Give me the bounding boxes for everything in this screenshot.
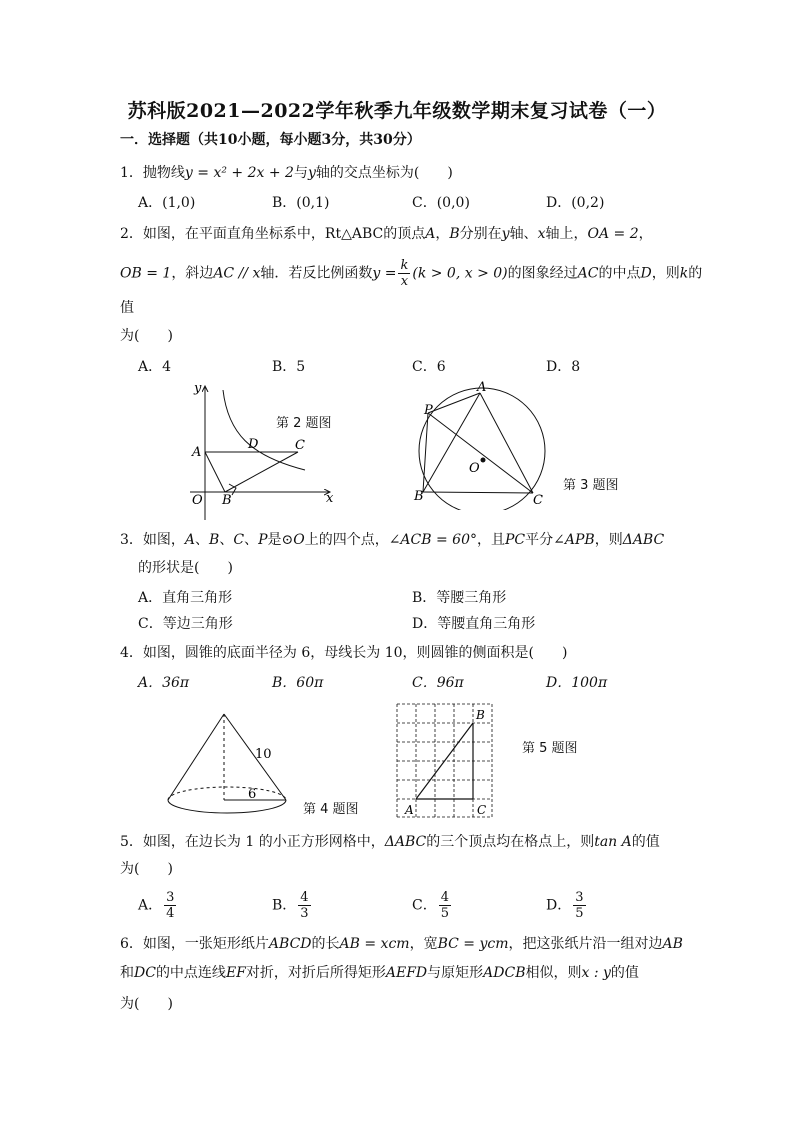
q3-text: 平分 — [525, 532, 554, 548]
q3-text: 是 — [267, 532, 282, 548]
label-o: O — [192, 493, 203, 508]
q2-text: 2．如图，在平面直角坐标系中，Rt△ABC的顶点 — [120, 226, 426, 242]
q1-option-d: D．(0,2) — [546, 195, 605, 211]
frac-den: 3 — [300, 906, 309, 921]
frac-num: 3 — [575, 890, 584, 905]
q6-formula: AB = xcm — [339, 936, 410, 952]
q2-var: AC — [577, 265, 599, 282]
q3-text: 、 — [195, 532, 210, 548]
label-slant: 10 — [255, 747, 272, 762]
q2-formula: y = — [372, 265, 397, 282]
label-b: B — [414, 489, 424, 504]
q5-option-label: B． — [272, 897, 297, 914]
q2-text: 轴上， — [545, 226, 588, 242]
figure-4-caption: 第 4 题图 — [303, 802, 359, 817]
label-a: A — [477, 380, 487, 395]
question-6-line-2 — [120, 963, 639, 983]
figure-4-cone — [162, 708, 298, 824]
q3-text: 上的四个点， — [304, 532, 389, 548]
question-2-line-2 — [120, 258, 702, 289]
q1-formula: y = x² + 2x + 2 — [184, 165, 294, 181]
q2-text: 分别在 — [459, 226, 502, 242]
q1-text: 1．抛物线 — [120, 165, 185, 181]
q6-text: 的长 — [311, 936, 340, 952]
question-2-line-1 — [120, 224, 653, 244]
q3-text: 、 — [219, 532, 234, 548]
question-6-line-1 — [120, 934, 683, 954]
q1-option-c: C．(0,0) — [412, 195, 470, 211]
q2-var: A — [425, 226, 436, 242]
q2-var: k — [679, 265, 689, 282]
cone-base-front — [168, 800, 286, 813]
figure-3-caption: 第 3 题图 — [563, 478, 619, 493]
q6-var: ABCD — [268, 936, 312, 952]
q6-var: DC — [134, 965, 156, 981]
q2-formula: (k > 0, x > 0) — [412, 265, 508, 282]
question-5-line-1 — [120, 832, 660, 852]
label-p: P — [424, 403, 433, 418]
q2-option-a: A．4 — [138, 359, 172, 375]
q5-option-label: C． — [412, 897, 437, 914]
label-y: y — [194, 381, 202, 396]
label-radius: 6 — [248, 787, 257, 802]
frac-den: 5 — [440, 906, 449, 921]
q1-text: 轴的交点坐标为( ) — [315, 165, 453, 181]
question-3-line-1 — [120, 530, 664, 550]
q1-option-a: A．(1,0) — [138, 195, 196, 211]
segment-pa — [428, 393, 480, 413]
q1-text: 与 — [293, 165, 308, 181]
q6-text: 和 — [120, 965, 134, 981]
frac-num: 3 — [166, 890, 175, 905]
q6-formula: x : y — [581, 965, 611, 981]
q2-frac-den: x — [400, 274, 409, 289]
q2-var: x — [537, 226, 546, 242]
question-1-stem — [120, 163, 453, 183]
q5-formula: ΔABC — [384, 834, 427, 850]
q2-text: ， — [435, 226, 450, 242]
q3-text: 3．如图， — [120, 532, 185, 548]
label-b: B — [222, 493, 232, 508]
page-title: 苏科版2021—2022学年秋季九年级数学期末复习试卷（一） — [127, 100, 667, 122]
q2-frac-num: k — [400, 258, 409, 273]
q1-var: y — [307, 165, 316, 181]
q4-option-b: B．60π — [272, 675, 324, 691]
q2-text: ，斜边 — [171, 265, 214, 282]
q3-text: ，则 — [594, 532, 623, 548]
q6-var: AB — [662, 936, 683, 952]
q3-formula: ∠ACB = 60° — [388, 532, 477, 548]
q3-var: B — [209, 532, 220, 548]
q3-var: PC — [505, 532, 526, 548]
q5-option-fraction — [164, 890, 176, 921]
q2-text: 轴．若反比例函数 — [260, 265, 373, 282]
label-b: B — [476, 708, 485, 722]
label-x: x — [326, 491, 334, 506]
q5-option-fraction — [439, 890, 451, 921]
segment-pb — [423, 413, 428, 492]
q3-var: P — [258, 532, 268, 548]
q2-var: D — [640, 265, 652, 282]
segment-ac — [480, 393, 533, 493]
q3-formula: ⊙O — [281, 532, 305, 548]
q2-text: 轴、 — [509, 226, 538, 242]
question-2-line-4: 为( ) — [120, 328, 173, 344]
q3-formula: ∠APB — [553, 532, 595, 548]
label-c: C — [295, 438, 305, 453]
q4-option-c: C．96π — [412, 675, 464, 691]
question-3-line-2: 的形状是( ) — [138, 560, 233, 576]
q3-formula: ΔABC — [622, 532, 665, 548]
q6-text: ，宽 — [409, 936, 438, 952]
q6-text: 的值 — [610, 965, 639, 981]
q5-option-d — [546, 890, 588, 921]
q5-option-fraction — [298, 890, 310, 921]
segment-bc — [423, 492, 533, 493]
center-point — [481, 458, 486, 463]
label-d: D — [248, 437, 259, 452]
label-c: C — [533, 493, 543, 508]
q2-var: B — [449, 226, 460, 242]
q2-option-c: C．6 — [412, 359, 446, 375]
label-c: C — [477, 803, 487, 817]
q3-option-b: B．等腰三角形 — [412, 590, 507, 606]
q6-text: 6．如图，一张矩形纸片 — [120, 936, 269, 952]
figure-5-caption: 第 5 题图 — [522, 741, 578, 756]
q6-text: 的中点连线 — [155, 965, 226, 981]
q6-text: ，把这张纸片沿一组对边 — [508, 936, 663, 952]
q2-text: ， — [638, 226, 653, 242]
q2-formula: AC // x — [213, 265, 261, 282]
q3-text: 、 — [244, 532, 259, 548]
q5-text: 的三个顶点均在格点上，则 — [426, 834, 595, 850]
question-2-line-3: 值 — [120, 300, 134, 316]
q6-text: 与原矩形 — [427, 965, 484, 981]
q1-option-b: B．(0,1) — [272, 195, 330, 211]
figure-2-coordinate-graph — [180, 378, 350, 523]
label-a: A — [405, 803, 414, 817]
q5-option-fraction — [573, 890, 585, 921]
q2-var: y — [501, 226, 510, 242]
q3-option-c: C．等边三角形 — [138, 616, 233, 632]
figure-2-caption: 第 2 题图 — [276, 416, 332, 431]
q2-option-d: D．8 — [546, 359, 581, 375]
q5-option-label: D． — [546, 897, 572, 914]
frac-num: 4 — [440, 890, 449, 905]
q5-formula: tan A — [594, 834, 632, 850]
segment-bc — [225, 452, 298, 492]
q6-text: 对折，对折后所得矩形 — [245, 965, 386, 981]
cone-base-back — [168, 787, 286, 800]
q2-formula: OA = 2 — [587, 226, 639, 242]
q5-option-label: A． — [138, 897, 163, 914]
frac-num: 4 — [300, 890, 309, 905]
q2-fraction — [398, 258, 410, 289]
q6-var: ADCB — [483, 965, 526, 981]
q6-var: EF — [225, 965, 246, 981]
label-a: A — [192, 445, 202, 460]
question-6-line-3: 为( ) — [120, 996, 173, 1012]
label-o: O — [469, 461, 480, 476]
q5-text: 的值 — [631, 834, 660, 850]
q3-text: ，且 — [477, 532, 505, 548]
q4-option-d: D．100π — [546, 675, 608, 691]
q5-option-c — [412, 890, 453, 921]
q2-text: 的图象经过 — [507, 265, 578, 282]
figure-5-grid — [392, 700, 504, 825]
q6-formula: BC = ycm — [437, 936, 509, 952]
section-heading: 一．选择题（共10小题，每小题3分，共30分） — [120, 132, 421, 148]
q2-option-b: B．5 — [272, 359, 306, 375]
q5-text: 5．如图，在边长为 1 的小正方形网格中， — [120, 834, 385, 850]
q4-option-a: A．36π — [138, 675, 190, 691]
q6-text: 相似，则 — [525, 965, 582, 981]
segment-pc — [428, 413, 533, 493]
q3-option-a: A．直角三角形 — [138, 590, 233, 606]
q6-var: AEFD — [385, 965, 428, 981]
q3-var: A — [184, 532, 196, 548]
q3-option-d: D．等腰直角三角形 — [412, 616, 536, 632]
q2-text: ，则 — [651, 265, 680, 282]
figure-3-circle — [408, 380, 558, 510]
q2-formula: OB = 1 — [120, 265, 172, 282]
q2-text: 的 — [688, 265, 703, 282]
q5-option-b — [272, 890, 313, 921]
q2-text: 的中点 — [598, 265, 641, 282]
q3-var: C — [233, 532, 245, 548]
frac-den: 4 — [166, 906, 175, 921]
segment-ab — [205, 452, 225, 492]
q5-option-a — [138, 890, 178, 921]
question-5-line-2: 为( ) — [120, 861, 173, 877]
frac-den: 5 — [575, 906, 584, 921]
question-4-stem: 4．如图，圆锥的底面半径为 6，母线长为 10，则圆锥的侧面积是( ) — [120, 645, 568, 661]
